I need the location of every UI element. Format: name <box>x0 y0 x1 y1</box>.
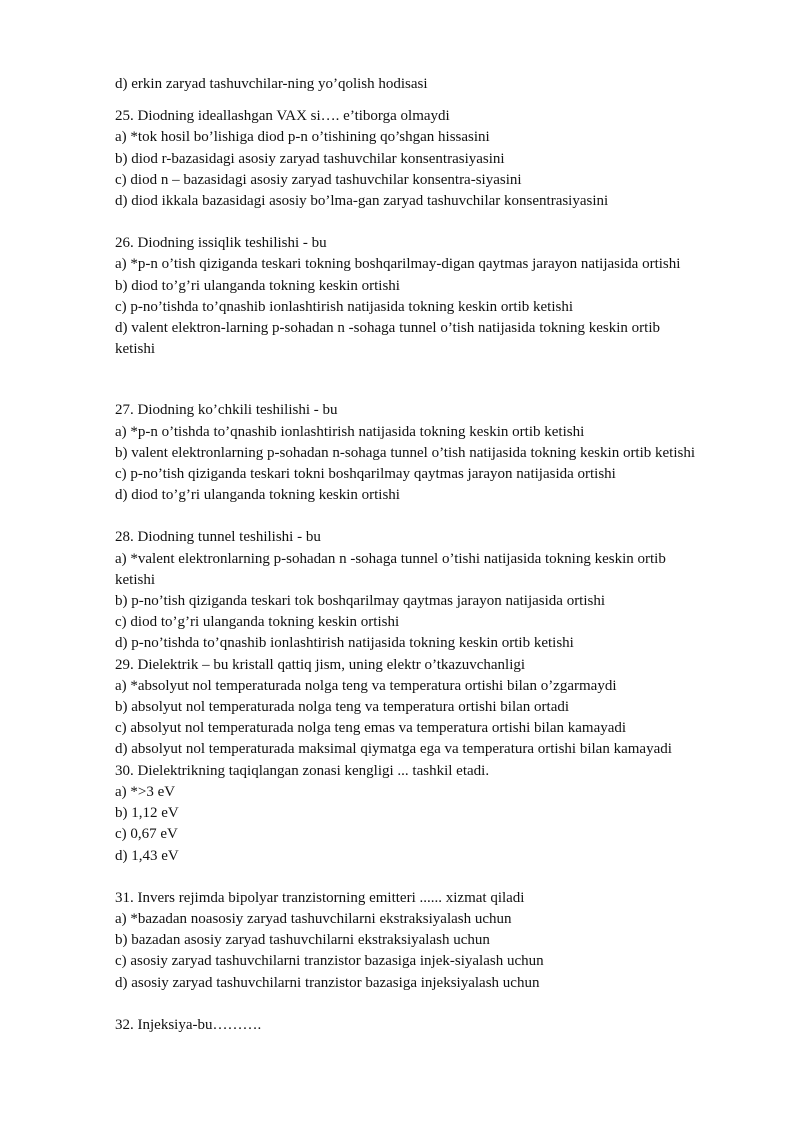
answer-option: a) *absolyut nol temperaturada nolga teng va temperatura ortishi bilan o’zgarmaydi <box>115 677 617 694</box>
answer-option: d) diod to’g’ri ulanganda tokning keskin ortishi <box>115 487 400 504</box>
answer-option-continuation: ketishi <box>115 571 155 588</box>
answer-option: a) *tok hosil bo’lishiga diod p-n o’tishining qo’shgan hissasini <box>115 129 490 146</box>
answer-option: b) diod r-bazasidagi asosiy zaryad tashuvchilar konsentrasiyasini <box>115 150 505 167</box>
question-30: 30. Dielektrikning taqiqlangan zonasi kengligi ... tashkil etadi. <box>115 762 490 779</box>
answer-option: a) *valent elektronlarning p-sohadan n -sohaga tunnel o’tishi natijasida tokning keskin ortib <box>115 550 666 567</box>
answer-option: d) asosiy zaryad tashuvchilarni tranzistor bazasiga injeksiyalash uchun <box>115 974 540 991</box>
answer-option: d) valent elektron-larning p-sohadan n -sohaga tunnel o’tish natijasida tokning keskin ortib <box>115 320 661 337</box>
answer-option: a) *bazadan noasosiy zaryad tashuvchilarni ekstraksiyalash uchun <box>115 910 512 927</box>
answer-option: b) p-no’tish qiziganda teskari tok boshqarilmay qaytmas jarayon natijasida ortishi <box>115 593 606 610</box>
answer-option: d) absolyut nol temperaturada maksimal qiymatga ega va temperatura ortishi bilan kamayadi <box>115 741 672 758</box>
question-29: 29. Dielektrik – bu kristall qattiq jism, uning elektr o’tkazuvchanligi <box>115 656 526 673</box>
answer-option: b) valent elektronlarning p-sohadan n-sohaga tunnel o’tish natijasida tokning keskin ortib ketishi <box>115 444 696 461</box>
answer-option: d) p-no’tishda to’qnashib ionlashtirish natijasida tokning keskin ortib ketishi <box>115 635 574 652</box>
answer-option: b) diod to’g’ri ulanganda tokning keskin ortishi <box>115 277 400 294</box>
answer-option: c) absolyut nol temperaturada nolga teng emas va temperatura ortishi bilan kamayadi <box>115 720 627 737</box>
answer-option-continuation: ketishi <box>115 341 155 358</box>
document-page <box>115 74 745 1036</box>
answer-option: d) erkin zaryad tashuvchilar-ning yo’qolish hodisasi <box>115 76 428 92</box>
answer-option: a) *p-n o’tishda to’qnashib ionlashtirish natijasida tokning keskin ortib ketishi <box>115 423 585 440</box>
answer-option: a) *>3 eV <box>115 783 176 800</box>
question-25: 25. Diodning ideallashgan VAX si…. e’tiborga olmaydi <box>115 108 450 125</box>
answer-option: c) 0,67 eV <box>115 826 178 843</box>
question-31: 31. Invers rejimda bipolyar tranzistorning emitteri ...... xizmat qiladi <box>115 889 525 906</box>
answer-option: c) diod n – bazasidagi asosiy zaryad tashuvchilar konsentra-siyasini <box>115 171 522 188</box>
answer-option: d) diod ikkala bazasidagi asosiy bo’lma-gan zaryad tashuvchilar konsentrasiyasini <box>115 193 609 210</box>
answer-option: b) bazadan asosiy zaryad tashuvchilarni ekstraksiyalash uchun <box>115 932 490 949</box>
answer-option: b) absolyut nol temperaturada nolga teng va temperatura ortishi bilan ortadi <box>115 699 570 716</box>
answer-option: b) 1,12 eV <box>115 805 179 822</box>
answer-option: c) diod to’g’ri ulanganda tokning keskin ortishi <box>115 614 400 631</box>
answer-option: c) p-no’tishda to’qnashib ionlashtirish natijasida tokning keskin ortib ketishi <box>115 298 573 315</box>
question-27: 27. Diodning ko’chkili teshilishi - bu <box>115 402 338 419</box>
answer-option: a) *p-n o’tish qiziganda teskari tokning boshqarilmay-digan qaytmas jarayon natijasida ortishi <box>115 256 681 273</box>
question-26: 26. Diodning issiqlik teshilishi - bu <box>115 235 327 252</box>
question-28: 28. Diodning tunnel teshilishi - bu <box>115 529 321 546</box>
answer-option: c) asosiy zaryad tashuvchilarni tranzistor bazasiga injek-siyalash uchun <box>115 953 544 970</box>
answer-option: d) 1,43 eV <box>115 847 179 864</box>
answer-option: c) p-no’tish qiziganda teskari tokni boshqarilmay qaytmas jarayon natijasida ortishi <box>115 466 616 483</box>
question-32: 32. Injeksiya-bu………. <box>115 1016 262 1033</box>
